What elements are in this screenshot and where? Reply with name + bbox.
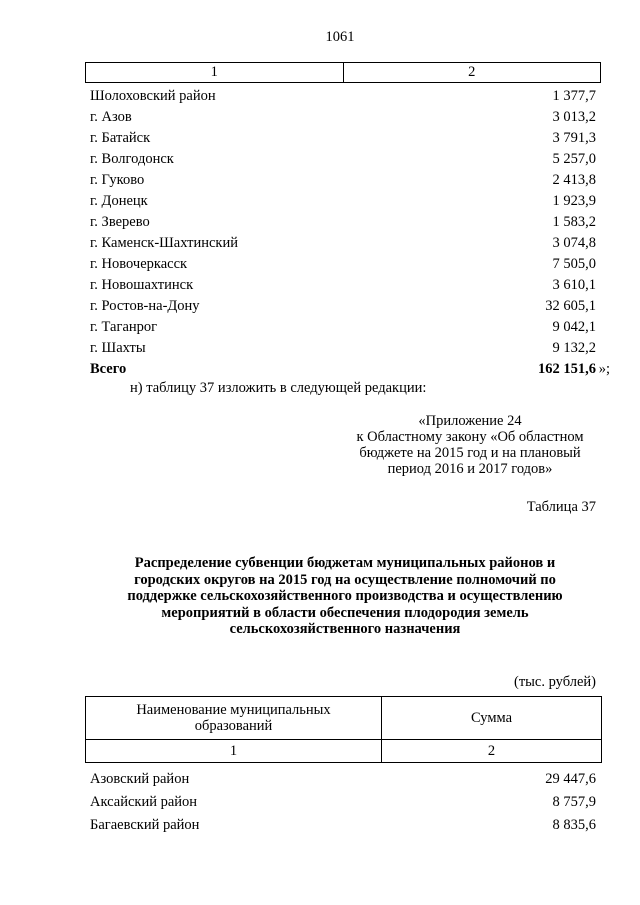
header-name-cell: [86, 697, 382, 740]
table-row: [90, 788, 596, 811]
table2-col2-number: 2: [382, 740, 602, 763]
row-name: г. Батайск: [90, 130, 151, 146]
closing-quote: »;: [598, 361, 610, 377]
title-line: Распределение субвенции бюджетам муниципальных районов и: [134, 555, 556, 571]
row-value: 5 257,0: [552, 151, 596, 167]
row-name: г. Таганрог: [90, 319, 158, 335]
row-name: г. Ростов-на-Дону: [90, 298, 200, 314]
row-name: г. Новочеркасск: [90, 256, 188, 272]
table-row: [90, 168, 596, 189]
appendix-reference: [340, 413, 600, 477]
row-value: 8 835,6: [552, 817, 596, 833]
row-name: г. Зверево: [90, 214, 150, 230]
row-name: г. Азов: [90, 109, 132, 125]
units-label: (тыс. рублей): [514, 674, 596, 690]
row-value: 1 377,7: [552, 88, 596, 104]
appendix-line: «Приложение 24: [418, 413, 522, 429]
header-sum-cell: Сумма: [382, 697, 602, 740]
table1-header: [85, 62, 601, 83]
row-name: Аксайский район: [90, 794, 198, 810]
row-value: 3 074,8: [552, 235, 596, 251]
appendix-line: к Областному закону «Об областном: [356, 429, 584, 445]
total-value: 162 151,6: [538, 361, 596, 377]
header-name-line: образований: [194, 718, 273, 734]
row-value: 3 610,1: [552, 277, 596, 293]
table-row: [90, 210, 596, 231]
row-value: 3 013,2: [552, 109, 596, 125]
table-number: Таблица 37: [526, 499, 596, 515]
row-name: Азовский район: [90, 771, 190, 787]
row-value: 32 605,1: [545, 298, 596, 314]
row-value: 9 042,1: [552, 319, 596, 335]
table-row: [90, 147, 596, 168]
table-row: [90, 336, 596, 357]
table-row: [90, 765, 596, 788]
row-value: 1 583,2: [552, 214, 596, 230]
table-row: [90, 84, 596, 105]
appendix-line: период 2016 и 2017 годов»: [387, 461, 553, 477]
total-row: [90, 357, 610, 378]
page-number: 1061: [325, 29, 355, 45]
row-name: г. Шахты: [90, 340, 146, 356]
title-line: сельскохозяйственного назначения: [229, 621, 461, 637]
row-value: 2 413,8: [552, 172, 596, 188]
row-name: г. Новошахтинск: [90, 277, 194, 293]
table-row: [90, 315, 596, 336]
table2-col1-number: 1: [86, 740, 382, 763]
table-row: [90, 273, 596, 294]
row-value: 3 791,3: [552, 130, 596, 146]
table-row: [90, 811, 596, 834]
title-line: мероприятий в области обеспечения плодородия земель: [161, 604, 529, 621]
row-value: 7 505,0: [552, 256, 596, 272]
amendment-instruction: н) таблицу 37 изложить в следующей редакции:: [130, 380, 427, 396]
row-value: 29 447,6: [545, 771, 596, 787]
row-value: 1 923,9: [552, 193, 596, 209]
table1-col1-number: 1: [86, 63, 344, 83]
table-row: [90, 105, 596, 126]
row-value: 8 757,9: [552, 794, 596, 810]
header-name-line: Наименование муниципальных: [136, 702, 331, 718]
row-name: г. Волгодонск: [90, 151, 174, 167]
table1-col2-number: 2: [343, 63, 601, 83]
row-name: г. Каменск-Шахтинский: [90, 235, 238, 251]
table2-body: [90, 765, 596, 834]
table1-body: [90, 84, 610, 378]
table-row: [90, 189, 596, 210]
table-row: [90, 231, 596, 252]
row-name: г. Донецк: [90, 193, 148, 209]
row-name: Багаевский район: [90, 817, 200, 833]
table-row: [90, 126, 596, 147]
appendix-line: бюджете на 2015 год и на плановый: [359, 445, 581, 461]
table-row: [90, 252, 596, 273]
table-row: [90, 294, 596, 315]
title-line: поддержке сельскохозяйственного производства и осуществлению: [127, 588, 563, 604]
row-name: г. Гуково: [90, 172, 145, 188]
row-value: 9 132,2: [552, 340, 596, 356]
table2-header: [85, 696, 602, 763]
title-line: городских округов на 2015 год на осуществление полномочий по: [134, 571, 556, 588]
row-name: Шолоховский район: [90, 88, 216, 104]
table-title: [95, 555, 595, 638]
total-label: Всего: [90, 361, 127, 377]
